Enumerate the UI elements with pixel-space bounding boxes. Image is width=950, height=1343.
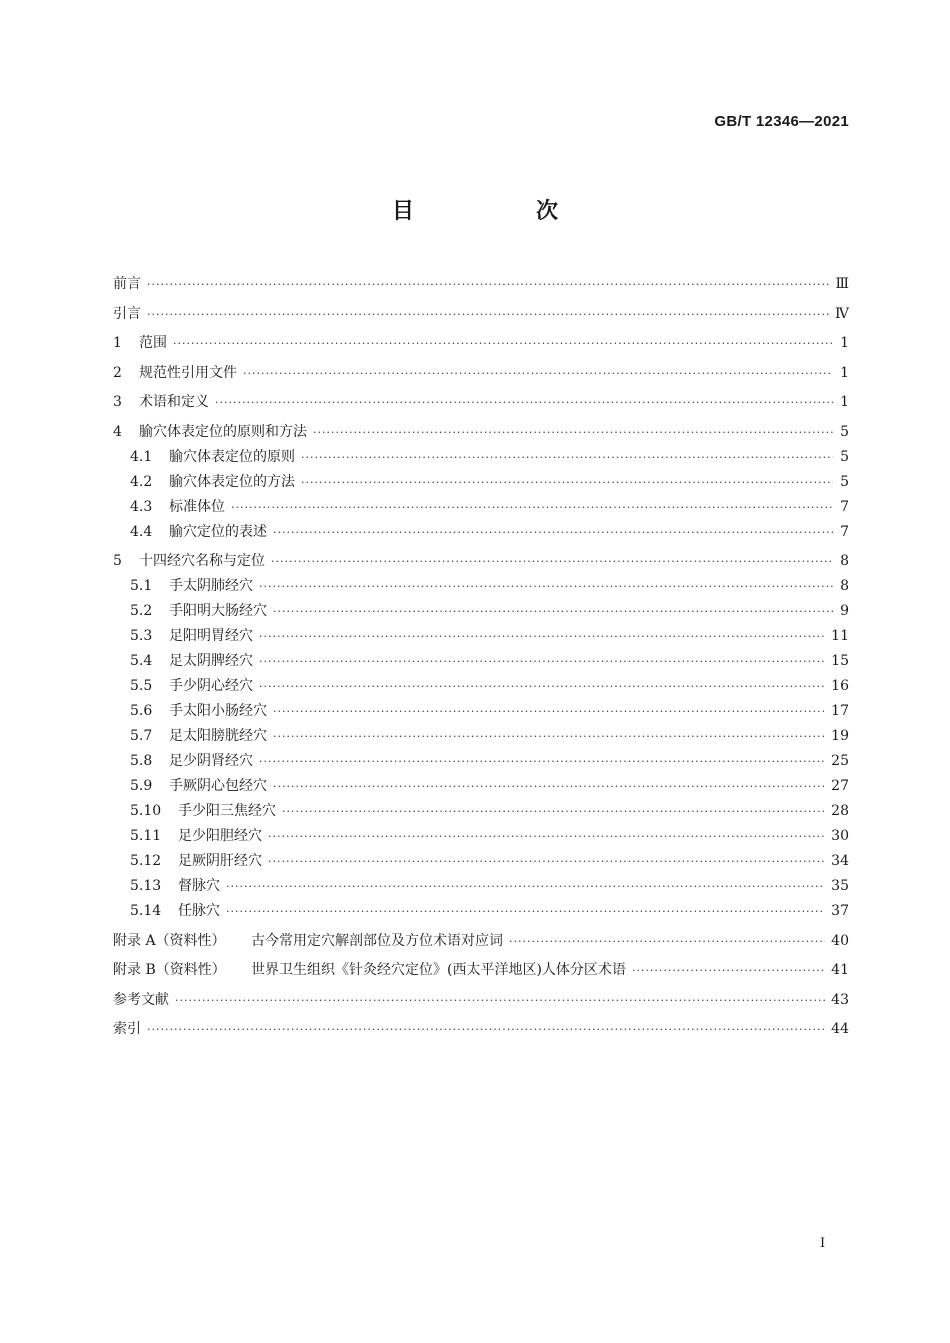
toc-entry-label: 手少阴心经穴 <box>169 678 253 694</box>
toc-entry-page: Ⅲ <box>835 276 849 292</box>
toc-entry[interactable] <box>113 1017 849 1042</box>
toc-entry[interactable] <box>113 649 849 674</box>
toc-entry-page: 1 <box>840 335 849 351</box>
toc-entry[interactable] <box>113 929 849 954</box>
toc-entry-page: 1 <box>840 364 849 381</box>
toc-entry-label: 足少阳胆经穴 <box>178 828 262 844</box>
toc-entry-page: 5 <box>840 473 849 490</box>
toc-entry[interactable] <box>113 470 849 495</box>
toc-leader-dots <box>147 1017 825 1042</box>
toc-entry[interactable] <box>113 520 849 545</box>
toc-entry-page: 37 <box>831 903 849 919</box>
toc-entry[interactable] <box>113 749 849 774</box>
toc-entry-label: 参考文献 <box>113 991 169 1008</box>
toc-leader-dots <box>259 649 825 674</box>
toc-entry-number: 3 <box>113 394 122 410</box>
toc-leader-dots <box>268 824 825 849</box>
toc-leader-dots <box>226 874 825 899</box>
toc-entry-label: 腧穴定位的表述 <box>169 523 267 540</box>
toc-leader-dots <box>313 420 833 445</box>
toc-entry-label: 腧穴体表定位的原则和方法 <box>139 423 307 440</box>
toc-entry-page: 11 <box>831 628 849 644</box>
toc-entry[interactable] <box>113 774 849 799</box>
toc-entry-label: 前言 <box>113 276 141 292</box>
toc-leader-dots <box>301 470 833 495</box>
toc-entry-label: 腧穴体表定位的原则 <box>169 448 295 465</box>
page-title: 目 次 <box>391 199 608 224</box>
standard-code: GB/T 12346—2021 <box>714 113 849 130</box>
toc-entry-page: 44 <box>831 1021 849 1037</box>
toc-entry[interactable] <box>113 445 849 470</box>
toc-entry[interactable] <box>113 699 849 724</box>
toc-entry[interactable] <box>113 420 849 445</box>
toc-entry[interactable] <box>113 874 849 899</box>
toc-leader-dots <box>147 302 829 327</box>
toc-entry-page: 43 <box>831 991 849 1008</box>
toc-entry[interactable] <box>113 674 849 699</box>
toc-entry-label: 手少阳三焦经穴 <box>178 803 276 819</box>
toc-entry-number: 5.13 <box>130 878 162 894</box>
toc-entry-label: 督脉穴 <box>178 878 220 894</box>
toc-entry-page: 28 <box>831 803 849 819</box>
toc-entry-page: 25 <box>831 753 849 769</box>
toc-entry-label: 手阳明大肠经穴 <box>169 603 267 619</box>
toc-entry[interactable] <box>113 361 849 386</box>
toc-entry-label: 范围 <box>139 335 167 351</box>
toc-leader-dots <box>282 799 825 824</box>
toc-leader-dots <box>175 988 825 1013</box>
toc-leader-dots <box>301 445 833 470</box>
toc-entry-page: 27 <box>831 778 849 794</box>
toc-entry-number: 5.9 <box>130 778 153 794</box>
toc-entry-page: 17 <box>831 703 849 719</box>
toc-entry-page: 15 <box>831 653 849 669</box>
toc-entry-number: 2 <box>113 364 122 381</box>
toc-leader-dots <box>243 361 833 386</box>
toc-entry-number: 5.14 <box>130 903 162 919</box>
toc-entry-number: 5.4 <box>130 653 153 669</box>
toc-entry-page: 5 <box>840 448 849 465</box>
toc-entry-number: 附录 B（资料性） <box>113 962 226 978</box>
toc-entry-page: 7 <box>840 498 849 515</box>
toc-entry[interactable] <box>113 549 849 574</box>
toc-entry-label: 手太阴肺经穴 <box>169 578 253 594</box>
toc-entry-label: 古今常用定穴解剖部位及方位术语对应词 <box>251 932 503 949</box>
toc-entry-page: 1 <box>840 394 849 410</box>
toc-leader-dots <box>226 899 825 924</box>
toc-entry-label: 足太阳膀胱经穴 <box>169 728 267 744</box>
toc-entry-label: 引言 <box>113 305 141 322</box>
toc-leader-dots <box>259 749 825 774</box>
toc-leader-dots <box>147 272 829 297</box>
toc-leader-dots <box>273 520 833 545</box>
toc-entry[interactable] <box>113 390 849 415</box>
toc-entry-number: 附录 A（资料性） <box>113 932 226 949</box>
toc-entry-label: 足太阴脾经穴 <box>169 653 253 669</box>
toc-entry[interactable] <box>113 272 849 297</box>
toc-entry-label: 规范性引用文件 <box>139 364 237 381</box>
toc-entry-page: 9 <box>840 603 849 619</box>
toc-entry-label: 腧穴体表定位的方法 <box>169 473 295 490</box>
toc-entry-label: 足少阴肾经穴 <box>169 753 253 769</box>
toc-entry-label: 世界卫生组织《针灸经穴定位》(西太平洋地区)人体分区术语 <box>251 962 626 978</box>
toc-entry-number: 4.3 <box>130 498 153 515</box>
toc-leader-dots <box>173 331 833 356</box>
toc-leader-dots <box>632 958 825 983</box>
toc-entry[interactable] <box>113 824 849 849</box>
toc-entry-number: 5.3 <box>130 628 153 644</box>
toc-leader-dots <box>259 624 825 649</box>
toc-entry[interactable] <box>113 849 849 874</box>
toc-entry-label: 手太阳小肠经穴 <box>169 703 267 719</box>
toc-entry-page: 8 <box>840 553 849 569</box>
toc-leader-dots <box>273 699 825 724</box>
toc-entry-page: 34 <box>831 853 849 869</box>
toc-entry[interactable] <box>113 599 849 624</box>
toc-entry-number: 5.1 <box>130 578 153 594</box>
toc-entry[interactable] <box>113 958 849 983</box>
toc-entry-page: Ⅳ <box>835 305 849 322</box>
toc-entry-label: 索引 <box>113 1021 141 1037</box>
toc-entry-page: 40 <box>831 932 849 949</box>
toc-entry[interactable] <box>113 799 849 824</box>
toc-entry[interactable] <box>113 574 849 599</box>
toc-entry-page: 19 <box>831 728 849 744</box>
toc-entry[interactable] <box>113 988 849 1013</box>
toc-entry-number: 4.1 <box>130 448 153 465</box>
toc-entry-number: 5.6 <box>130 703 153 719</box>
toc-entry-number: 5.10 <box>130 803 162 819</box>
toc-entry[interactable] <box>113 899 849 924</box>
toc-entry-number: 5.12 <box>130 853 162 869</box>
toc-entry-number: 4.4 <box>130 523 153 540</box>
toc-entry-page: 30 <box>831 828 849 844</box>
toc-leader-dots <box>259 674 825 699</box>
toc-entry-label: 足阳明胃经穴 <box>169 628 253 644</box>
toc-entry[interactable] <box>113 331 849 356</box>
toc-entry-number: 1 <box>113 335 122 351</box>
toc-entry-label: 手厥阴心包经穴 <box>169 778 267 794</box>
toc-entry-number: 4 <box>113 423 122 440</box>
toc-leader-dots <box>509 929 825 954</box>
toc-entry-label: 任脉穴 <box>178 903 220 919</box>
toc-leader-dots <box>215 390 833 415</box>
page-number: I <box>820 1236 826 1251</box>
toc-entry-number: 5.8 <box>130 753 153 769</box>
toc-entry[interactable] <box>113 624 849 649</box>
toc-entry[interactable] <box>113 724 849 749</box>
toc-leader-dots <box>268 849 825 874</box>
toc-entry[interactable] <box>113 495 849 520</box>
toc-entry-number: 5.11 <box>130 828 162 844</box>
toc-entry-page: 5 <box>840 423 849 440</box>
toc-entry-label: 足厥阴肝经穴 <box>178 853 262 869</box>
toc-entry-label: 术语和定义 <box>139 394 209 410</box>
toc-leader-dots <box>231 495 833 520</box>
toc-entry-page: 16 <box>831 678 849 694</box>
toc-leader-dots <box>273 724 825 749</box>
toc-leader-dots <box>273 599 833 624</box>
toc-entry-number: 5.5 <box>130 678 153 694</box>
toc-entry-page: 41 <box>831 962 849 978</box>
toc-entry-page: 35 <box>831 878 849 894</box>
toc-leader-dots <box>271 549 833 574</box>
toc-entry[interactable] <box>113 302 849 327</box>
toc-leader-dots <box>273 774 825 799</box>
toc-entry-label: 标准体位 <box>169 498 225 515</box>
toc-entry-page: 8 <box>840 578 849 594</box>
toc-entry-label: 十四经穴名称与定位 <box>139 553 265 569</box>
toc-entry-number: 5 <box>113 553 122 569</box>
toc-entry-number: 5.7 <box>130 728 153 744</box>
toc-entry-number: 4.2 <box>130 473 153 490</box>
table-of-contents <box>113 272 849 1042</box>
toc-entry-number: 5.2 <box>130 603 153 619</box>
toc-leader-dots <box>259 574 833 599</box>
toc-entry-page: 7 <box>840 523 849 540</box>
